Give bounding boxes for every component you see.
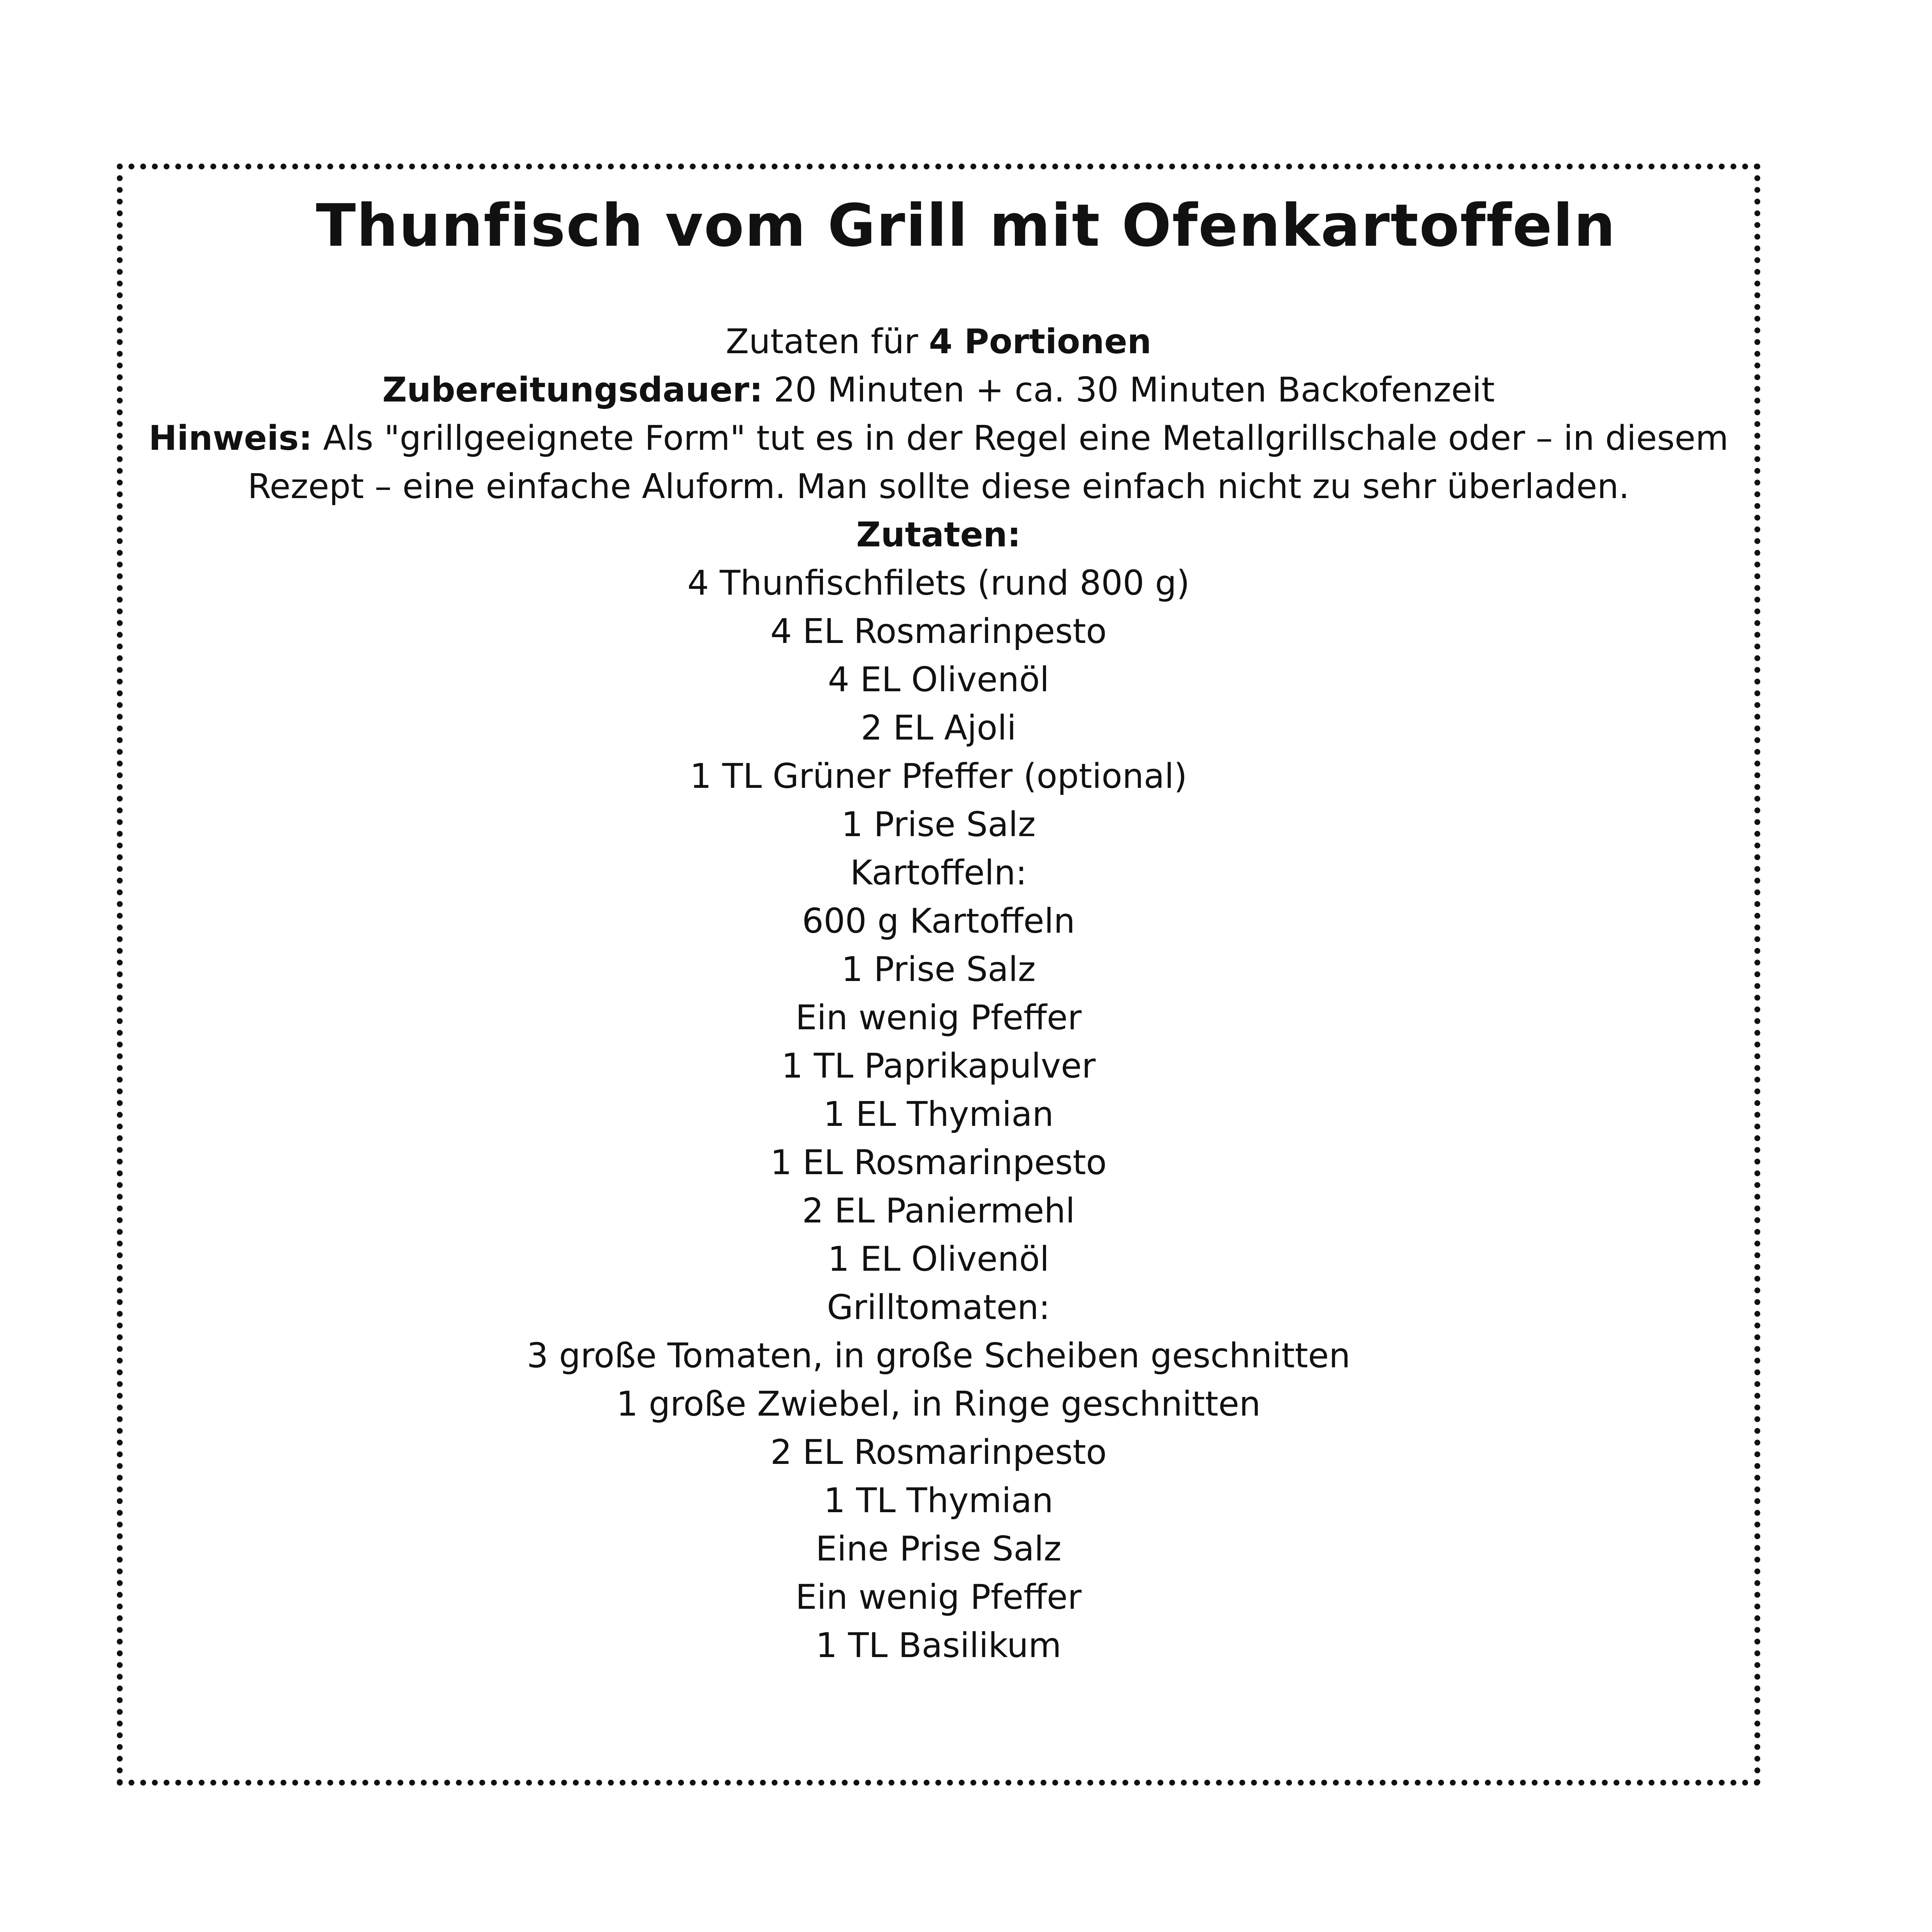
ingredient-item: Kartoffeln: [850,853,1027,893]
duration-value: 20 Minuten + ca. 30 Minuten Backofenzeit [763,370,1495,410]
ingredient-item: 1 Prise Salz [841,805,1036,844]
ingredient-item: 2 EL Ajoli [861,708,1016,748]
servings-prefix: Zutaten für [726,322,929,361]
ingredients-list [148,559,1729,1670]
note-label: Hinweis: [148,418,312,458]
ingredient-item: 4 Thunfischfilets (rund 800 g) [687,563,1190,603]
ingredient-item: 1 EL Rosmarinpesto [770,1143,1107,1182]
recipe-title: Thunfisch vom Grill mit Ofenkartoffeln [316,192,1616,260]
ingredient-item: 1 große Zwiebel, in Ringe geschnitten [616,1384,1261,1424]
servings-line [148,317,1729,366]
ingredients-heading [148,511,1729,559]
ingredient-item: Ein wenig Pfeffer [795,998,1082,1037]
ingredient-item: 1 Prise Salz [841,949,1036,989]
ingredient-item: 1 EL Olivenöl [828,1239,1050,1279]
ingredient-item: 1 TL Basilikum [815,1626,1062,1665]
note-text: Als "grillgeeignete Form" tut es in der Regel eine Metallgrillschale oder – in diesem Rezept – eine einfache Aluform. Man sollte diese einfach nicht zu sehr überladen. [247,418,1729,506]
ingredient-item: Eine Prise Salz [815,1529,1062,1569]
ingredient-item: 3 große Tomaten, in große Scheiben geschnitten [527,1336,1351,1375]
ingredient-item: 2 EL Paniermehl [802,1191,1075,1231]
ingredient-item: 1 EL Thymian [823,1094,1054,1134]
duration-label: Zubereitungsdauer: [382,370,763,410]
servings-value: 4 Portionen [929,322,1152,361]
ingredient-item: 1 TL Grüner Pfeffer (optional) [690,756,1187,796]
recipe-content [148,317,1729,1670]
ingredient-item: Grilltomaten: [827,1287,1050,1327]
ingredient-item: 600 g Kartoffeln [802,901,1075,941]
ingredient-item: 1 TL Thymian [824,1481,1053,1520]
ingredient-item: 4 EL Rosmarinpesto [770,611,1107,651]
ingredient-item: 4 EL Olivenöl [828,660,1050,699]
ingredient-item: 1 TL Paprikapulver [781,1046,1096,1086]
ingredient-item: 2 EL Rosmarinpesto [770,1432,1107,1472]
note-paragraph [148,414,1729,511]
ingredient-item: Ein wenig Pfeffer [795,1577,1082,1617]
ingredients-heading-text: Zutaten: [856,515,1021,555]
duration-line [148,366,1729,414]
